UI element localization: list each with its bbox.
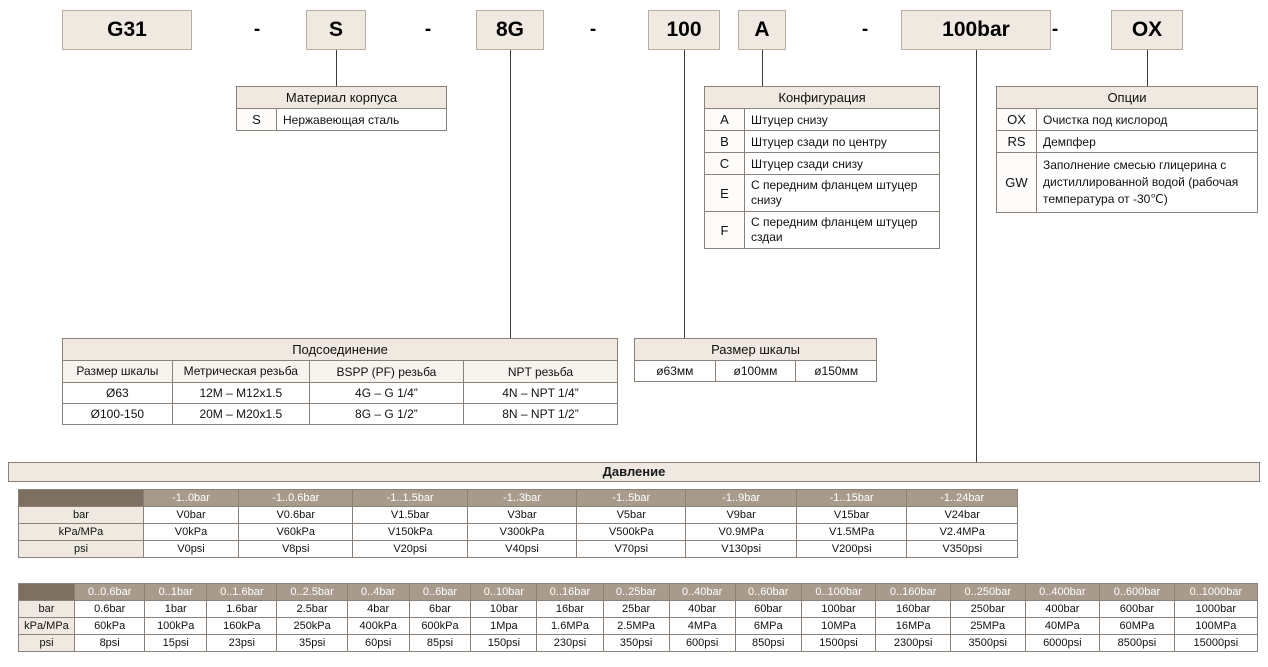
code-chip-options-label: OX: [1131, 18, 1163, 41]
options-value-rs: Демпфер: [1037, 131, 1258, 153]
positive-cell-2-0: 8psi: [75, 635, 145, 652]
positive-cell-1-9: 4MPa: [669, 618, 735, 635]
positive-corner: [19, 584, 75, 601]
vacuum-cell-2-5: V130psi: [686, 541, 797, 558]
material-key: S: [237, 109, 277, 131]
configuration-value-b: Штуцер сзади по центру: [745, 131, 940, 153]
configuration-key-c: C: [705, 153, 745, 175]
code-chip-model: [62, 10, 192, 50]
positive-col-16: 0..1000bar: [1174, 584, 1257, 601]
leader-line-dial-size: [684, 50, 685, 338]
positive-cell-1-11: 10MPa: [801, 618, 876, 635]
positive-col-14: 0..400bar: [1025, 584, 1100, 601]
connection-cell-1-3: 8N – NPT 1/2”: [463, 404, 617, 425]
positive-cell-1-7: 1.6MPa: [537, 618, 603, 635]
vacuum-cell-1-6: V1.5MPa: [796, 524, 907, 541]
positive-row-unit-bar: bar: [19, 601, 75, 618]
positive-cell-2-4: 60psi: [347, 635, 409, 652]
code-chip-material: [306, 10, 366, 50]
vacuum-cell-1-0: V0kPa: [144, 524, 239, 541]
configuration-key-f: F: [705, 212, 745, 249]
positive-cell-2-6: 150psi: [471, 635, 537, 652]
vacuum-cell-2-7: V350psi: [907, 541, 1018, 558]
positive-col-12: 0..160bar: [876, 584, 951, 601]
vacuum-corner: [19, 490, 144, 507]
connection-cell-1-0: Ø100-150: [63, 404, 173, 425]
options-key-rs: RS: [997, 131, 1037, 153]
positive-cell-0-5: 6bar: [409, 601, 471, 618]
positive-cell-0-7: 16bar: [537, 601, 603, 618]
positive-cell-1-2: 160kPa: [207, 618, 277, 635]
positive-cell-1-3: 250kPa: [277, 618, 347, 635]
positive-col-5: 0..6bar: [409, 584, 471, 601]
vacuum-cell-0-0: V0bar: [144, 507, 239, 524]
pressure-vacuum-table: [18, 489, 1018, 558]
vacuum-col-7: -1..24bar: [907, 490, 1018, 507]
vacuum-cell-0-7: V24bar: [907, 507, 1018, 524]
table-row: [63, 361, 618, 383]
table-row: [237, 109, 447, 131]
positive-cell-1-16: 100MPa: [1174, 618, 1257, 635]
code-chip-dial-size: [648, 10, 720, 50]
positive-row-unit-kpa: kPa/MPa: [19, 618, 75, 635]
vacuum-col-2: -1..1.5bar: [353, 490, 467, 507]
vacuum-cell-1-4: V500kPa: [577, 524, 686, 541]
positive-cell-0-0: 0.6bar: [75, 601, 145, 618]
positive-cell-2-11: 1500psi: [801, 635, 876, 652]
positive-col-9: 0..40bar: [669, 584, 735, 601]
configuration-value-f: С передним фланцем штуцер сздаи: [745, 212, 940, 249]
positive-col-10: 0..60bar: [735, 584, 801, 601]
vacuum-cell-0-1: V0.6bar: [239, 507, 353, 524]
positive-cell-1-8: 2.5MPa: [603, 618, 669, 635]
positive-col-3: 0..2.5bar: [277, 584, 347, 601]
code-dash-4: -: [861, 19, 869, 40]
configuration-table: [704, 86, 940, 249]
vacuum-cell-2-4: V70psi: [577, 541, 686, 558]
positive-cell-0-12: 160bar: [876, 601, 951, 618]
code-chip-connection: [476, 10, 544, 50]
vacuum-row-unit-psi: psi: [19, 541, 144, 558]
vacuum-cell-2-3: V40psi: [467, 541, 576, 558]
positive-cell-0-1: 1bar: [145, 601, 207, 618]
code-chip-dial-size-label: 100: [666, 18, 702, 41]
positive-col-13: 0..250bar: [950, 584, 1025, 601]
vacuum-cell-1-1: V60kPa: [239, 524, 353, 541]
code-dash-5: -: [1051, 19, 1059, 40]
table-row: [63, 404, 618, 425]
positive-cell-0-13: 250bar: [950, 601, 1025, 618]
configuration-value-e: С передним фланцем штуцер снизу: [745, 175, 940, 212]
table-row: [19, 524, 1018, 541]
positive-cell-1-0: 60kPa: [75, 618, 145, 635]
connection-title: Подсоединение: [63, 339, 618, 361]
positive-cell-1-15: 60MPa: [1100, 618, 1175, 635]
positive-cell-2-13: 3500psi: [950, 635, 1025, 652]
vacuum-cell-1-3: V300kPa: [467, 524, 576, 541]
vacuum-cell-0-6: V15bar: [796, 507, 907, 524]
table-row: [635, 361, 877, 382]
vacuum-col-1: -1..0.6bar: [239, 490, 353, 507]
positive-cell-1-6: 1Mpa: [471, 618, 537, 635]
positive-cell-2-9: 600psi: [669, 635, 735, 652]
code-dash-3: -: [589, 19, 597, 40]
positive-cell-1-4: 400kPa: [347, 618, 409, 635]
positive-col-8: 0..25bar: [603, 584, 669, 601]
table-row: [705, 175, 940, 212]
positive-cell-2-16: 15000psi: [1174, 635, 1257, 652]
leader-line-material: [336, 50, 337, 86]
positive-col-7: 0..16bar: [537, 584, 603, 601]
positive-cell-0-6: 10bar: [471, 601, 537, 618]
configuration-value-c: Штуцер сзади снизу: [745, 153, 940, 175]
positive-cell-0-14: 400bar: [1025, 601, 1100, 618]
leader-line-configuration: [762, 50, 763, 86]
vacuum-col-0: -1..0bar: [144, 490, 239, 507]
vacuum-row-unit-bar: bar: [19, 507, 144, 524]
connection-cell-0-3: 4N – NPT 1/4”: [463, 383, 617, 404]
positive-cell-0-15: 600bar: [1100, 601, 1175, 618]
options-key-gw: GW: [997, 153, 1037, 213]
code-chip-material-label: S: [328, 18, 343, 41]
positive-col-15: 0..600bar: [1100, 584, 1175, 601]
code-chip-configuration: [738, 10, 786, 50]
vacuum-cell-0-4: V5bar: [577, 507, 686, 524]
dial-size-value-100: ø100мм: [715, 361, 796, 382]
configuration-key-a: A: [705, 109, 745, 131]
material-table: [236, 86, 447, 131]
positive-cell-1-12: 16MPa: [876, 618, 951, 635]
positive-cell-2-15: 8500psi: [1100, 635, 1175, 652]
connection-table: [62, 338, 618, 425]
configuration-title: Конфигурация: [705, 87, 940, 109]
positive-cell-2-12: 2300psi: [876, 635, 951, 652]
positive-cell-0-11: 100bar: [801, 601, 876, 618]
table-row: [19, 618, 1258, 635]
table-row: [997, 131, 1258, 153]
positive-cell-0-16: 1000bar: [1174, 601, 1257, 618]
positive-cell-1-13: 25MPa: [950, 618, 1025, 635]
table-row: [705, 131, 940, 153]
options-value-gw: Заполнение смесью глицерина с дистиллированной водой (рабочая температура от -30℃): [1037, 153, 1258, 213]
vacuum-cell-2-2: V20psi: [353, 541, 467, 558]
vacuum-cell-1-7: V2.4MPa: [907, 524, 1018, 541]
vacuum-cell-0-5: V9bar: [686, 507, 797, 524]
dial-size-table: [634, 338, 877, 382]
options-value-ox: Очистка под кислород: [1037, 109, 1258, 131]
positive-col-6: 0..10bar: [471, 584, 537, 601]
table-row: [19, 584, 1258, 601]
leader-line-pressure: [976, 50, 977, 462]
vacuum-col-3: -1..3bar: [467, 490, 576, 507]
positive-col-4: 0..4bar: [347, 584, 409, 601]
options-title: Опции: [997, 87, 1258, 109]
positive-cell-0-3: 2.5bar: [277, 601, 347, 618]
positive-cell-2-8: 350psi: [603, 635, 669, 652]
code-dash-2: -: [424, 19, 432, 40]
positive-row-unit-psi: psi: [19, 635, 75, 652]
connection-cell-1-2: 8G – G 1/2”: [309, 404, 463, 425]
vacuum-cell-0-3: V3bar: [467, 507, 576, 524]
pressure-title: Давление: [8, 462, 1260, 482]
leader-line-options: [1147, 50, 1148, 86]
positive-cell-2-10: 850psi: [735, 635, 801, 652]
positive-col-11: 0..100bar: [801, 584, 876, 601]
vacuum-col-5: -1..9bar: [686, 490, 797, 507]
connection-header-3: NPT резьба: [463, 361, 617, 383]
positive-cell-0-9: 40bar: [669, 601, 735, 618]
material-value: Нержавеющая сталь: [277, 109, 447, 131]
positive-col-0: 0..0.6bar: [75, 584, 145, 601]
table-row: [63, 383, 618, 404]
code-chip-pressure-label: 100bar: [942, 18, 1010, 41]
positive-cell-1-10: 6MPa: [735, 618, 801, 635]
material-title: Материал корпуса: [237, 87, 447, 109]
positive-cell-1-1: 100kPa: [145, 618, 207, 635]
vacuum-cell-1-2: V150kPa: [353, 524, 467, 541]
positive-cell-0-10: 60bar: [735, 601, 801, 618]
configuration-value-a: Штуцер снизу: [745, 109, 940, 131]
table-row: [705, 212, 940, 249]
connection-cell-0-2: 4G – G 1/4”: [309, 383, 463, 404]
configuration-key-b: B: [705, 131, 745, 153]
connection-header-2: BSPP (PF) резьба: [309, 361, 463, 383]
connection-cell-0-1: 12M – M12x1.5: [172, 383, 309, 404]
connection-header-1: Метрическая резьба: [172, 361, 309, 383]
configuration-key-e: E: [705, 175, 745, 212]
positive-cell-2-3: 35psi: [277, 635, 347, 652]
options-key-ox: OX: [997, 109, 1037, 131]
code-chip-options: [1111, 10, 1183, 50]
vacuum-cell-2-6: V200psi: [796, 541, 907, 558]
vacuum-col-6: -1..15bar: [796, 490, 907, 507]
vacuum-col-4: -1..5bar: [577, 490, 686, 507]
positive-col-1: 0..1bar: [145, 584, 207, 601]
table-row: [705, 153, 940, 175]
table-row: [997, 153, 1258, 213]
code-chip-pressure: [901, 10, 1051, 50]
table-row: [997, 109, 1258, 131]
positive-cell-2-7: 230psi: [537, 635, 603, 652]
positive-cell-2-14: 6000psi: [1025, 635, 1100, 652]
connection-cell-1-1: 20M – M20x1.5: [172, 404, 309, 425]
table-row: [19, 541, 1018, 558]
code-dash-1: -: [253, 19, 261, 40]
table-row: [19, 601, 1258, 618]
table-row: [19, 507, 1018, 524]
dial-size-title: Размер шкалы: [635, 339, 877, 361]
code-chip-configuration-label: A: [754, 18, 770, 41]
positive-cell-2-5: 85psi: [409, 635, 471, 652]
options-table: [996, 86, 1258, 213]
pressure-positive-table: [18, 583, 1258, 652]
vacuum-cell-1-5: V0.9MPa: [686, 524, 797, 541]
code-chip-model-label: G31: [107, 18, 147, 41]
dial-size-value-63: ø63мм: [635, 361, 716, 382]
positive-cell-0-8: 25bar: [603, 601, 669, 618]
connection-cell-0-0: Ø63: [63, 383, 173, 404]
vacuum-cell-0-2: V1.5bar: [353, 507, 467, 524]
positive-cell-1-5: 600kPa: [409, 618, 471, 635]
connection-header-0: Размер шкалы: [63, 361, 173, 383]
positive-cell-2-2: 23psi: [207, 635, 277, 652]
table-row: [19, 490, 1018, 507]
vacuum-cell-2-1: V8psi: [239, 541, 353, 558]
positive-col-2: 0..1.6bar: [207, 584, 277, 601]
vacuum-row-unit-kpa: kPa/MPa: [19, 524, 144, 541]
vacuum-cell-2-0: V0psi: [144, 541, 239, 558]
positive-cell-0-4: 4bar: [347, 601, 409, 618]
table-row: [19, 635, 1258, 652]
table-row: [705, 109, 940, 131]
positive-cell-2-1: 15psi: [145, 635, 207, 652]
code-chip-connection-label: 8G: [495, 18, 524, 41]
positive-cell-0-2: 1.6bar: [207, 601, 277, 618]
dial-size-value-150: ø150мм: [796, 361, 877, 382]
leader-line-connection: [510, 50, 511, 338]
positive-cell-1-14: 40MPa: [1025, 618, 1100, 635]
